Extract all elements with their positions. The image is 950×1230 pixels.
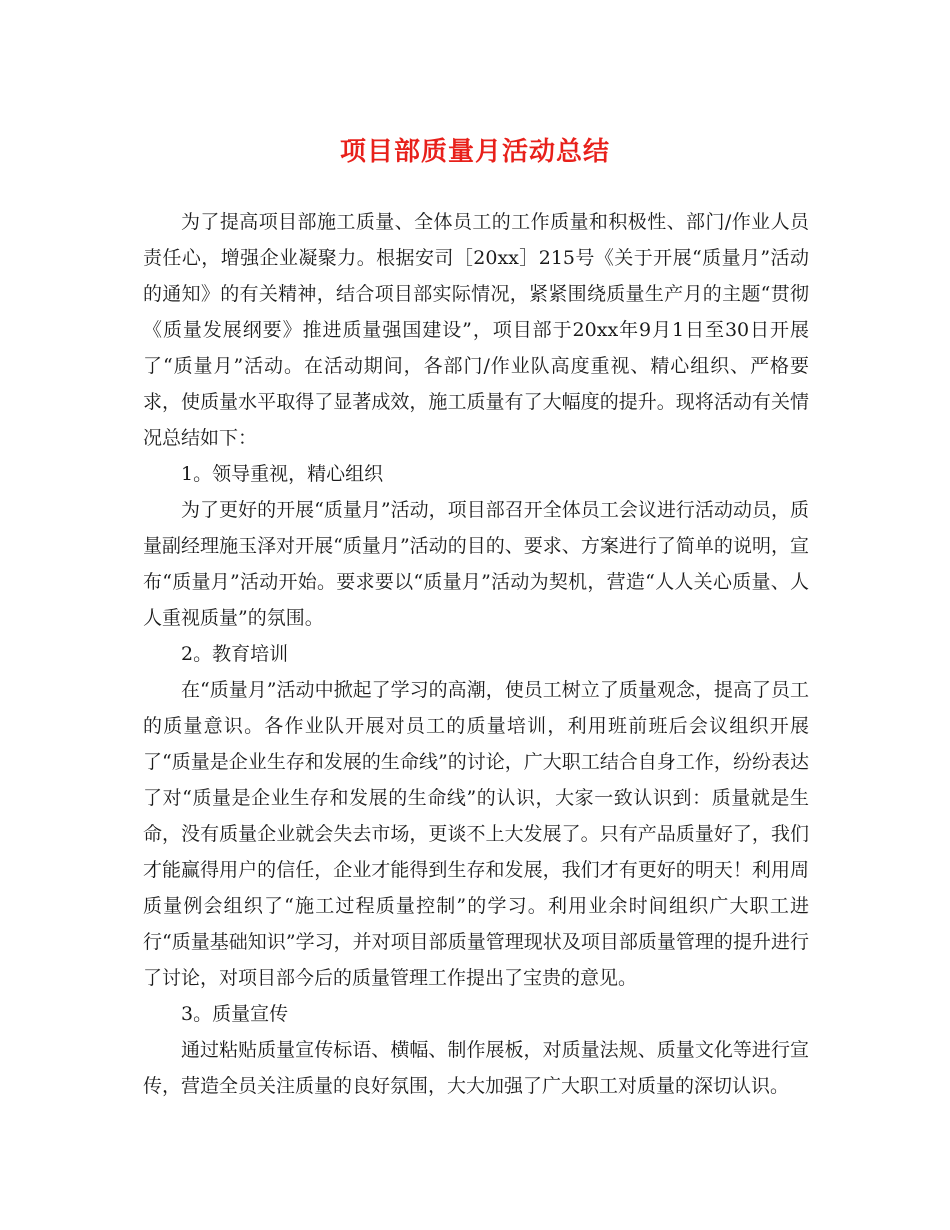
section-paragraph-1: 为了更好的开展“质量月”活动，项目部召开全体员工会议进行活动动员，质量副经理施玉泽对开展“质量月”活动的目的、要求、方案进行了简单的说明，宣布“质量月”活动开始。要求要以“质量月”活动为契机，营造“人人关心质量、人人重视质量”的氛围。 [143,499,809,629]
section-paragraph-2: 在“质量月”活动中掀起了学习的高潮，使员工树立了质量观念，提高了员工的质量意识。各作业队开展对员工的质量培训，利用班前班后会议组织开展了“质量是企业生存和发展的生命线”的讨论，广大职工结合自身工作，纷纷表达了对“质量是企业生存和发展的生命线”的认识，大家一致认识到：质量就是生命，没有质量企业就会失去市场，更谈不上大发展了。只有产品质量好了，我们才能赢得用户的信任，企业才能得到生存和发展，我们才有更好的明天！利用周质量例会组织了“施工过程质量控制”的学习。利用业余时间组织广大职工进行“质量基础知识”学习，并对项目部质量管理现状及项目部质量管理的提升进行了讨论，对项目部今后的质量管理工作提出了宝贵的意见。 [143,679,809,989]
section-heading-2: 2。教育培训 [181,643,289,665]
intro-paragraph: 为了提高项目部施工质量、全体员工的工作质量和积极性、部门/作业人员责任心，增强企业凝聚力。根据安司［20xx］215号《关于开展“质量月”活动的通知》的有关精神，结合项目部实际情况，紧紧围绕质量生产月的主题“贯彻《质量发展纲要》推进质量强国建设”，项目部于20xx年9月1日至30日开展了“质量月”活动。在活动期间，各部门/作业队高度重视、精心组织、严格要求，使质量水平取得了显著成效，施工质量有了大幅度的提升。现将活动有关情况总结如下： [143,211,809,449]
section-heading-3: 3。质量宣传 [181,1003,289,1025]
document-body [143,204,809,1104]
document-title: 项目部质量月活动总结 [339,137,610,167]
section-heading-1: 1。领导重视，精心组织 [181,463,384,485]
section-paragraph-3: 通过粘贴质量宣传标语、横幅、制作展板，对质量法规、质量文化等进行宣传，营造全员关注质量的良好氛围，大大加强了广大职工对质量的深切认识。 [143,1039,809,1097]
